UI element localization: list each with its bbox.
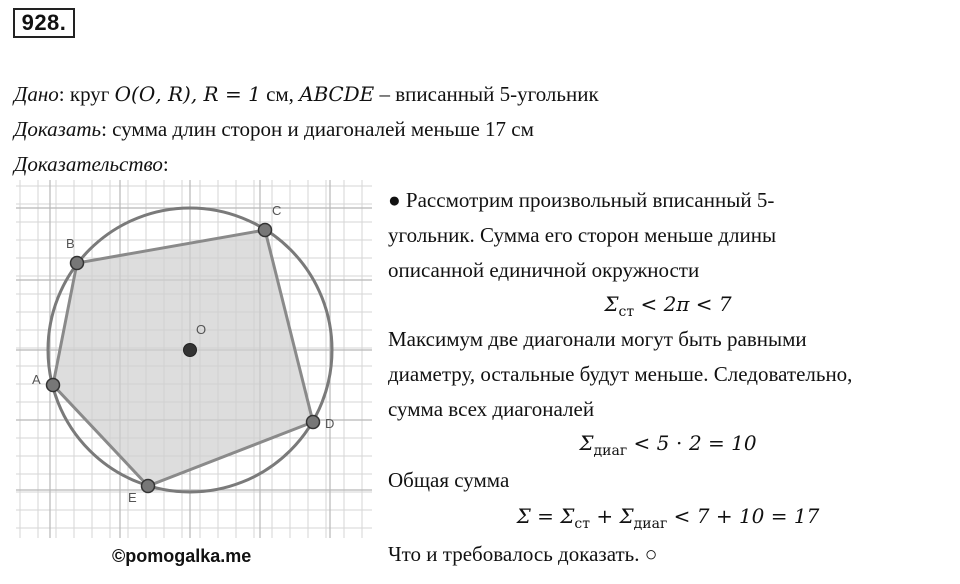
proof-label: Доказательство <box>14 152 163 176</box>
formula-total <box>388 502 948 538</box>
solution-line-2: угольник. Сумма его сторон меньше длины <box>388 223 777 247</box>
prove-label: Доказать <box>14 117 102 141</box>
geometry-figure <box>16 180 372 538</box>
solution-line-6: сумма всех диагоналей <box>388 397 595 421</box>
solution-line-3: описанной единичной окружности <box>388 258 700 282</box>
formula-sides <box>388 290 948 326</box>
given-circle: 𝑂(𝑂, 𝑅), 𝑅 = 1 <box>114 82 261 106</box>
formula-sides-rhs: < 2𝜋 < 7 <box>634 292 732 316</box>
point-c <box>259 224 272 237</box>
point-d <box>307 416 320 429</box>
solution-line-7: Общая сумма <box>388 468 510 492</box>
given-text-c: – вписанный 5-угольник <box>374 82 599 106</box>
label-b: B <box>66 236 75 251</box>
formula-diag-sub: диаг <box>593 443 628 459</box>
formula-sides-lhs: 𝛴 <box>604 292 619 316</box>
label-e: E <box>128 490 137 505</box>
label-d: D <box>325 416 335 431</box>
given-line <box>14 80 599 108</box>
watermark: ©pomogalka.me <box>112 546 252 566</box>
formula-total-a: 𝛴 = 𝛴 <box>516 504 575 528</box>
formula-diag-lhs: 𝛴 <box>579 431 594 455</box>
proof-colon: : <box>162 152 169 176</box>
formula-diagonals <box>388 429 948 465</box>
problem-number: 928. <box>13 8 75 38</box>
given-text-a: : круг <box>58 82 115 106</box>
label-c: C <box>272 203 282 218</box>
solution-line-4: Максимум две диагонали могут быть равными <box>388 327 807 351</box>
proof-line <box>14 150 169 178</box>
formula-total-c: < 7 + 10 = 17 <box>667 504 820 528</box>
given-polygon: 𝐴𝐵𝐶𝐷𝐸 <box>299 82 375 106</box>
formula-diag-rhs: < 5 ⋅ 2 = 10 <box>627 431 757 455</box>
solution-line-8: Что и требовалось доказать. ○ <box>388 542 658 566</box>
prove-line <box>14 115 534 143</box>
given-text-b: см, <box>260 82 300 106</box>
label-a: A <box>32 372 41 387</box>
formula-total-b: + 𝛴 <box>590 504 634 528</box>
prove-text: : сумма длин сторон и диагоналей меньше 17 см <box>101 117 534 141</box>
formula-sides-sub: ст <box>618 304 635 320</box>
solution-line-5: диаметру, остальные будут меньше. Следовательно, <box>388 362 853 386</box>
label-o: O <box>196 322 207 337</box>
formula-total-sub2: диаг <box>633 516 668 532</box>
solution-line-1: ● Рассмотрим произвольный вписанный 5- <box>388 188 775 212</box>
point-o <box>184 344 197 357</box>
given-label: Дано <box>14 82 59 106</box>
formula-total-sub1: ст <box>574 516 591 532</box>
point-e <box>142 480 155 493</box>
point-b <box>71 257 84 270</box>
point-a <box>47 379 60 392</box>
